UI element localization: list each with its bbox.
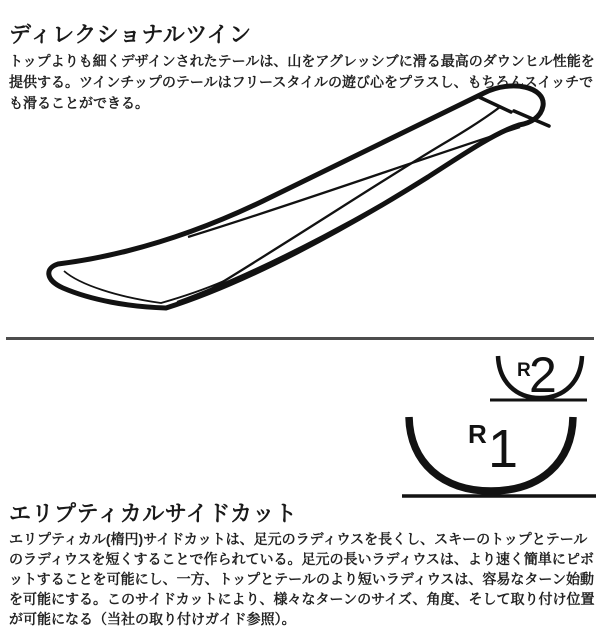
- ski-crossline-steep: [211, 107, 500, 289]
- r1-arc: [409, 417, 573, 491]
- ski-crossline-shallow: [188, 127, 520, 237]
- section-divider: [6, 337, 594, 340]
- r2-label-r: R: [517, 360, 531, 381]
- section-heading-directional-twin: ディレクショナルツイン: [9, 21, 252, 47]
- paragraph-directional-twin: トップよりも細くデザインされたテールは、山をアグレッシブに滑る最高のダウンヒル性能を提供する。ツインチップのテールはフリースタイルの遊び心をプラスし、もちろんスイッチでも滑ることができる。: [9, 53, 595, 111]
- r1-label-r: R: [468, 419, 487, 449]
- ski-tip-inner-line: [64, 271, 224, 303]
- r2-arc: [498, 356, 582, 398]
- section-heading-elliptical-sidecut: エリプティカルサイドカット: [9, 501, 298, 527]
- paragraph-elliptical-sidecut: エリプティカル(楕円)サイドカットは、足元のラディウスを長くし、スキーのトップとテールのラディウスを短くすることで作られている。足元の長いラディウスは、より速く簡単にピボットすることを可能にし、一方、トップとテールのより短いラディウスは、容易なターン始動を可能にする。このサイドカットにより、様々なターンのサイズ、角度、そして取り付け位置が可能になる（当社の取り付けガイド参照）。: [9, 531, 595, 627]
- r1-label-value: 1: [488, 419, 519, 479]
- r2-label-value: 2: [529, 347, 557, 403]
- ski-base-inner-edge-line: [177, 128, 513, 302]
- ski-outline: [49, 86, 543, 308]
